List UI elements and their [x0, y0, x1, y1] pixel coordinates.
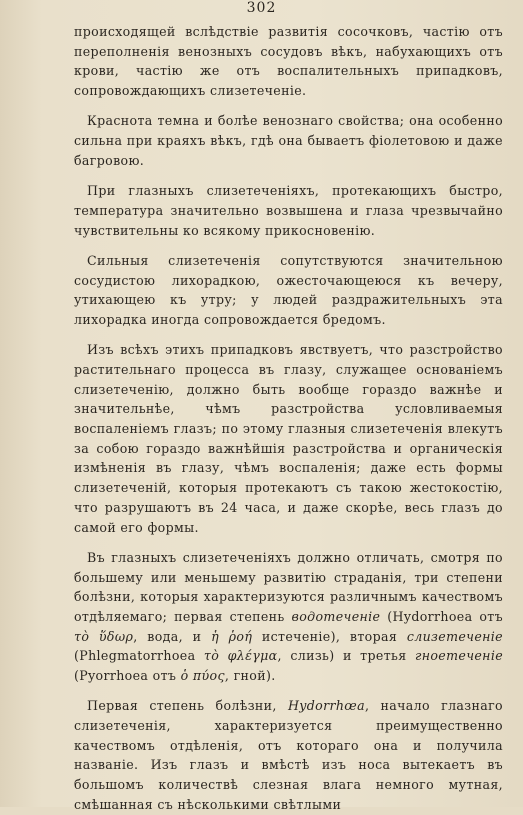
italic-term: τὸ φλέγμα: [203, 648, 278, 664]
italic-term: ὁ πύος: [180, 668, 225, 684]
paragraph-6: [74, 696, 503, 814]
italic-term: гноетеченіе: [415, 648, 504, 664]
paragraph-0: [74, 22, 503, 101]
text-run: (Phlegmatorrhoea: [74, 648, 204, 664]
text-run: Сильныя слизетеченія сопутствуются значительною сосудистою лихорадкою, ожесточающеюся къ вечеру, утихающею къ утру; у людей раздражительныхъ эта лихорадка иногда сопровождается бредомъ.: [74, 252, 503, 327]
paragraph-2: [74, 181, 503, 240]
text-run: Въ глазныхъ слизетеченіяхъ должно отличать, смотря по большему или меньшему развитію страданія, три степени болѣзни, которыя характеризуются различнымъ качествомъ отдѣляемаго; первая степень: [74, 549, 503, 624]
text-run: Изъ всѣхъ этихъ припадковъ явствуетъ, что разстройство растительнаго процесса въ глазу, служащее основаніемъ слизетеченію, должно быть вообще гораздо важнѣе и значительнѣе, чѣмъ разстройства условливаемыя воспаленіемъ глазъ; по этому глазныя слизетеченія влекутъ за собою гораздо важнѣйшія разстройства и органическія измѣненія въ глазу, чѣмъ воспаленія; даже есть формы слизетеченій, которыя протекаютъ съ такою жестокостію, что разрушаютъ въ 24 часа, и даже скорѣе, весь глазъ до самой его формы.: [74, 342, 503, 535]
italic-term: водотеченіе: [291, 608, 381, 624]
text-run: происходящей вслѣдствіе развитія сосочковъ, частію отъ переполненія венозныхъ сосудовъ вѣкъ, набухающихъ отъ крови, частію же отъ воспалительныхъ припадковъ, сопровождающихъ слизетеченіе.: [74, 24, 503, 99]
text-run: , начало глазнаго слизетеченія, характеризуется преимущественно качествомъ отдѣленія, отъ котораго она и получила названіе. Изъ глазъ и вмѣстѣ изъ носа вытекаетъ въ большомъ количествѣ слезная влага немного мутная, смѣшанная съ нѣсколькими свѣтлыми: [74, 698, 503, 812]
text-run: Краснота темна и болѣе венознаго свойства; она особенно сильна при краяхъ вѣкъ, гдѣ она бываетъ фіолетовою и даже багровою.: [74, 113, 503, 168]
paragraph-3: [74, 251, 503, 330]
italic-term: ἡ ῥοή: [211, 628, 253, 644]
paragraph-1: [74, 111, 503, 170]
text-run: Первая степень болѣзни,: [87, 698, 288, 714]
page-number: 302: [246, 0, 277, 16]
text-run: При глазныхъ слизетеченіяхъ, протекающихъ быстро, температура значительно возвышена и глаза чрезвычайно чувствительны ко всякому прикосновенію.: [74, 183, 503, 238]
text-run: , слизь) и третья: [277, 648, 415, 664]
italic-term: слизетеченіе: [406, 628, 503, 644]
text-run: , вода, и: [133, 628, 212, 644]
page-text: [74, 22, 503, 815]
text-run: (Pyorrhoea отъ: [74, 668, 181, 684]
text-run: , гной).: [224, 668, 276, 684]
italic-term: Hydorrhœa: [287, 698, 365, 714]
text-run: (Hydorrhoea отъ: [380, 608, 503, 624]
paragraph-5: [74, 548, 503, 686]
text-run: истеченіе), вторая: [252, 628, 407, 644]
paragraph-4: [74, 340, 503, 537]
italic-term: τὸ ὕδωρ: [74, 628, 134, 644]
